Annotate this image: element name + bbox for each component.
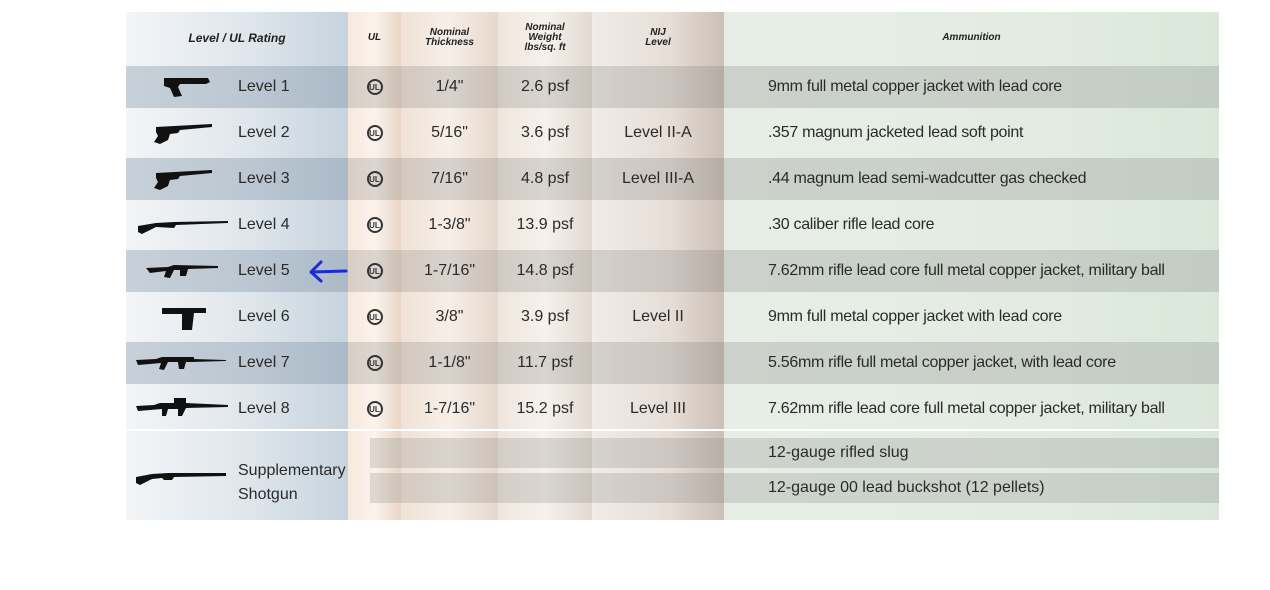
weight-cell: 13.9 psf [516,216,574,233]
shotgun-icon [134,461,230,491]
table-row [126,64,1219,110]
table-header [126,12,1219,64]
thickness-cell: 1-7/16" [423,262,476,279]
ul-rating-cell [348,340,401,386]
supplementary-label-line1: Supplementary [238,462,346,479]
sniper-rifle-icon [134,394,230,424]
header-nij: NIJ Level [645,27,671,48]
ammunition-cell: 5.56mm rifle full metal copper jacket, with lead core [768,354,1116,371]
weight-cell: 11.7 psf [517,354,573,371]
nij-level-cell: Level II-A [624,124,692,141]
ul-rating-cell [348,156,401,202]
weight-cell: 3.9 psf [520,308,570,325]
assault-rifle-icon [134,256,230,286]
revolver-icon [134,118,230,148]
level-label: Level 8 [238,400,290,417]
nij-level-cell: Level II [632,308,684,325]
ul-mark-icon: UL [367,125,383,141]
ul-rating-cell [348,248,401,294]
level-label: Level 3 [238,170,290,187]
ul-rating-cell [348,64,401,110]
header-thickness: Nominal Thickness [425,27,474,48]
m16-rifle-icon [134,348,230,378]
table-row [126,294,1219,340]
ul-rating-cell [348,386,401,432]
supplementary-label [238,459,348,507]
ul-mark-icon: UL [367,217,383,233]
ul-mark-icon: UL [367,263,383,279]
header-ul: UL [367,32,382,43]
thickness-cell: 1-1/8" [428,354,471,371]
ul-mark-icon: UL [367,401,383,417]
supplementary-ammo-1: 12-gauge rifled slug [768,444,909,461]
header-ammunition: Ammunition [942,32,1001,43]
nij-level-cell: Level III-A [621,170,695,187]
level-label: Level 2 [238,124,290,141]
table-row [126,386,1219,432]
rifle-icon [134,210,230,240]
thickness-cell: 1-7/16" [423,400,476,417]
weight-cell: 4.8 psf [520,170,570,187]
supplementary-row [126,435,1219,520]
level-label: Level 7 [238,354,290,371]
thickness-cell: 1/4" [435,78,464,95]
nij-level-cell: Level III [629,400,687,417]
ammunition-cell: 9mm full metal copper jacket with lead core [768,308,1062,325]
thickness-cell: 1-3/8" [428,216,471,233]
submachine-gun-icon [134,302,230,332]
revolver-icon [134,164,230,194]
thickness-cell: 3/8" [435,308,464,325]
level-label: Level 4 [238,216,290,233]
ul-rating-cell [348,202,401,248]
table-row [126,248,1219,294]
ul-rating-cell [348,110,401,156]
weight-cell: 15.2 psf [516,400,574,417]
supplementary-label-line2: Shotgun [238,486,298,503]
nij-level-cell [592,202,724,248]
weight-cell: 14.8 psf [516,262,574,279]
weight-cell: 3.6 psf [520,124,570,141]
arrow-left-icon [306,258,348,286]
ul-mark-icon: UL [367,309,383,325]
ul-mark-icon: UL [367,79,383,95]
ballistic-rating-table [126,12,1219,520]
table-row [126,110,1219,156]
supplementary-ammo-2: 12-gauge 00 lead buckshot (12 pellets) [768,479,1045,496]
level-label: Level 6 [238,308,290,325]
ammunition-cell: 7.62mm rifle lead core full metal copper jacket, military ball [768,262,1165,279]
section-divider [126,429,1219,431]
table-row [126,340,1219,386]
level-label: Level 1 [238,78,290,95]
ul-rating-cell [348,294,401,340]
table-row [126,156,1219,202]
ul-mark-icon: UL [367,171,383,187]
ammunition-cell: .30 caliber rifle lead core [768,216,935,233]
level-label: Level 5 [238,262,290,279]
header-weight: Nominal Weight lbs/sq. ft [524,22,566,53]
ammunition-cell: .44 magnum lead semi-wadcutter gas checked [768,170,1087,187]
header-level: Level / UL Rating [188,31,286,45]
table-row [126,202,1219,248]
ammunition-cell: 7.62mm rifle lead core full metal copper jacket, military ball [768,400,1165,417]
pistol-icon [134,72,230,102]
nij-level-cell [592,248,724,294]
weight-cell: 2.6 psf [520,78,570,95]
nij-level-cell [592,340,724,386]
thickness-cell: 5/16" [431,124,468,141]
ul-mark-icon: UL [367,355,383,371]
ammunition-cell: 9mm full metal copper jacket with lead core [768,78,1062,95]
ammunition-cell: .357 magnum jacketed lead soft point [768,124,1024,141]
thickness-cell: 7/16" [431,170,468,187]
nij-level-cell [592,64,724,110]
